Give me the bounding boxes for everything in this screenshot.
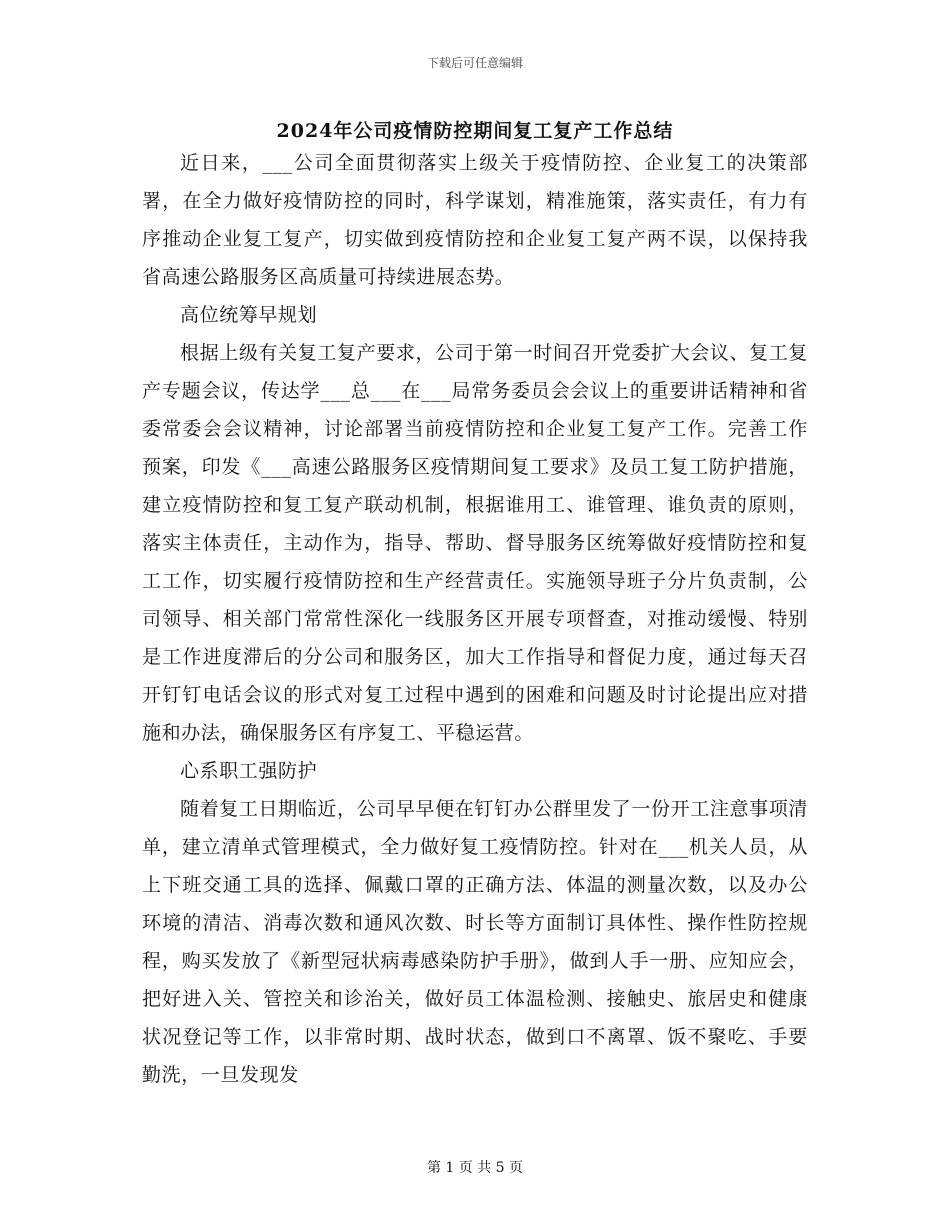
protection-paragraph: 随着复工日期临近，公司早早便在钉钉办公群里发了一份开工注意事项清单，建立清单式管理模式，全力做好复工疫情防控。针对在___机关人员，从上下班交通工具的选择、佩戴口罩的正确方法、体温的测量次数，以及办公环境的清洁、消毒次数和通风次数、时长等方面制订具体性、操作性防控规程，购买发放了《新型冠状病毒感染防护手册》，做到人手一册、应知应会，把好进入关、管控关和诊治关，做好员工体温检测、接触史、旅居史和健康状况登记等工作，以非常时期、战时状态，做到口不离罩、饭不聚吃、手要勤洗，一旦发现发: [142, 798, 808, 1086]
intro-paragraph: 近日来，___公司全面贯彻落实上级关于疫情防控、企业复工的决策部署，在全力做好疫情防控的同时，科学谋划，精准施策，落实责任，有力有序推动企业复工复产，切实做到疫情防控和企业复工复产两不误，以保持我省高速公路服务区高质量可持续进展态势。: [142, 152, 808, 288]
section-heading-protection: 心系职工强防护: [180, 760, 318, 782]
page-header-note: 下载后可任意编辑: [426, 56, 523, 70]
section-heading-planning: 高位统筹早规划: [180, 304, 318, 326]
document-title: 2024年公司疫情防控期间复工复产工作总结: [276, 120, 674, 142]
planning-paragraph: 根据上级有关复工复产要求，公司于第一时间召开党委扩大会议、复工复产专题会议，传达学___总___在___局常务委员会会议上的重要讲话精神和省委常委会会议精神，讨论部署当前疫情防控和企业复工复产工作。完善工作预案，印发《___高速公路服务区疫情期间复工要求》及员工复工防护措施，建立疫情防控和复工复产联动机制，根据谁用工、谁管理、谁负责的原则，落实主体责任，主动作为，指导、帮助、督导服务区统筹做好疫情防控和复工工作，切实履行疫情防控和生产经营责任。实施领导班子分片负责制，公司领导、相关部门常常性深化一线服务区开展专项督查，对推动缓慢、特别是工作进度滞后的分公司和服务区，加大工作指导和督促力度，通过每天召开钉钉电话会议的形式对复工过程中遇到的困难和问题及时讨论提出应对措施和办法，确保服务区有序复工、平稳运营。: [142, 342, 808, 744]
document-body: [142, 144, 808, 1094]
page-footer-page-number: 第 1 页 共 5 页: [426, 1160, 524, 1176]
